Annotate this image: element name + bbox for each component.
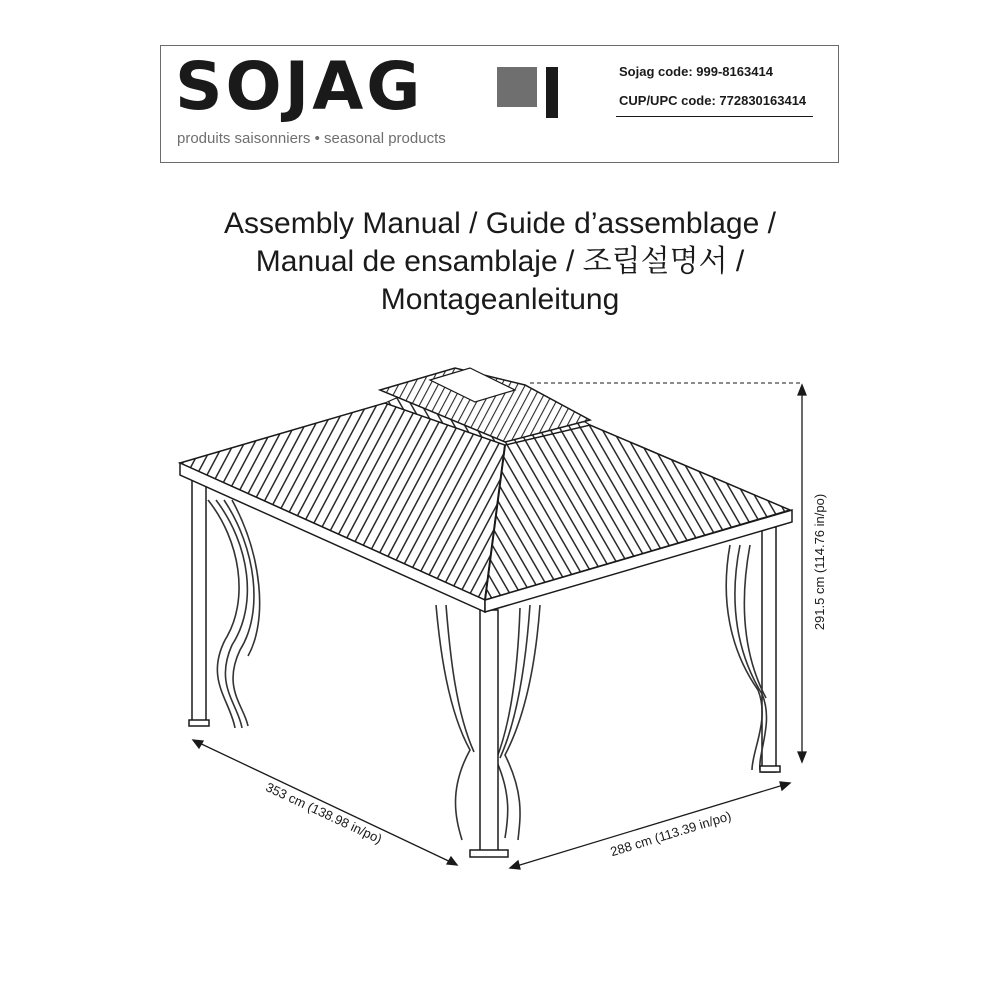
title-line-1: Assembly Manual / Guide d’assemblage / bbox=[224, 207, 776, 240]
depth-dimension-label: 353 cm (138.98 in/po) bbox=[263, 779, 385, 847]
brand-logo-text: SOJAG bbox=[175, 48, 424, 125]
title-line-3: Montageanleitung bbox=[380, 283, 620, 316]
roof-right-panel bbox=[485, 425, 790, 600]
brand-tagline: produits saisonniers • seasonal products bbox=[177, 130, 446, 147]
sojag-code: Sojag code: 999-8163414 bbox=[619, 64, 773, 79]
height-dimension-label: 291.5 cm (114.76 in/po) bbox=[812, 493, 827, 631]
width-dimension-label: 288 cm (113.39 in/po) bbox=[608, 808, 733, 860]
upc-code: CUP/UPC code: 772830163414 bbox=[619, 93, 807, 108]
title-line-2: Manual de ensamblaje / 조립설명서 / bbox=[255, 245, 745, 278]
roof-left-panel bbox=[180, 403, 505, 600]
